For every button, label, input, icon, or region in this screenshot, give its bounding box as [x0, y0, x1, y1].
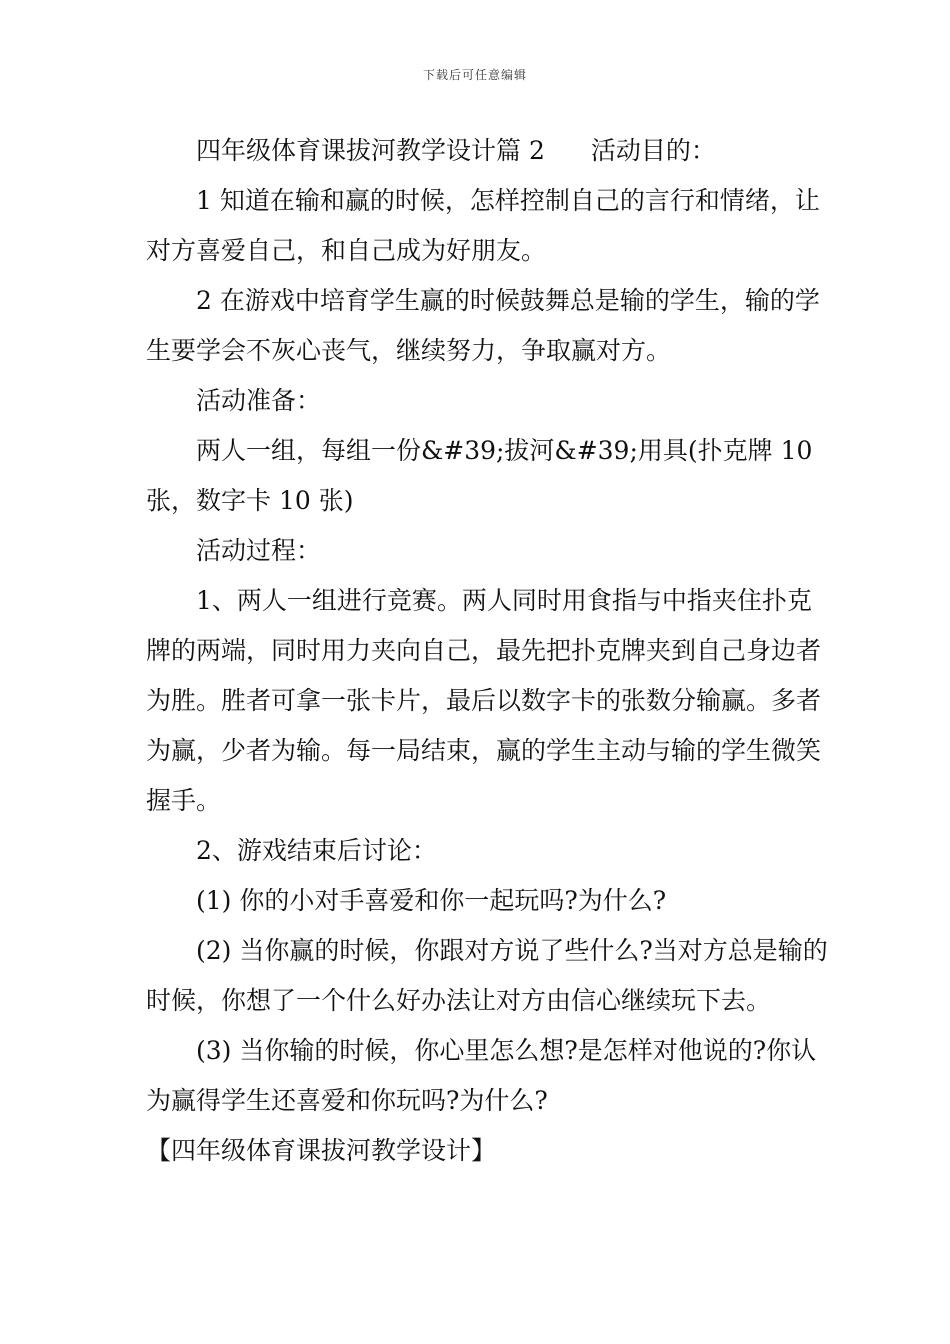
document-body	[146, 126, 836, 1176]
section-heading-process: 活动过程：	[196, 536, 322, 565]
header-note: 下载后可任意编辑	[422, 68, 527, 82]
paragraph-preparation: 两人一组，每组一份&#39;拔河&#39;用具(扑克牌 10 张，数字卡 10 张)	[146, 436, 813, 515]
discussion-question-3: (3) 当你输的时候，你心里怎么想?是怎样对他说的?你认为赢得学生还喜爱和你玩吗?为什么?	[146, 1036, 817, 1115]
section-heading-preparation: 活动准备：	[196, 386, 322, 415]
document-title: 四年级体育课拔河教学设计篇 2	[196, 136, 545, 165]
discussion-question-1: (1) 你的小对手喜爱和你一起玩吗?为什么?	[196, 886, 667, 915]
paragraph-goal-2: 2 在游戏中培育学生赢的时候鼓舞总是输的学生，输的学生要学会不灰心丧气，继续努力，争取赢对方。	[146, 286, 820, 365]
title-line	[146, 126, 836, 176]
discussion-question-2: (2) 当你赢的时候，你跟对方说了些什么?当对方总是输的时候，你想了一个什么好办法让对方由信心继续玩下去。	[146, 936, 828, 1015]
section-heading-goals: 活动目的：	[590, 136, 716, 165]
paragraph-process-1: 1、两人一组进行竞赛。两人同时用食指与中指夹住扑克牌的两端，同时用力夹向自己，最先把扑克牌夹到自己身边者为胜。胜者可拿一张卡片，最后以数字卡的张数分输赢。多者为赢，少者为输。每一局结束，赢的学生主动与输的学生微笑握手。	[146, 586, 822, 815]
closing-title: 【四年级体育课拔河教学设计】	[146, 1136, 497, 1165]
paragraph-process-2: 2、游戏结束后讨论：	[196, 836, 437, 865]
paragraph-goal-1: 1 知道在输和赢的时候，怎样控制自己的言行和情绪，让对方喜爱自己，和自己成为好朋友。	[146, 186, 820, 265]
